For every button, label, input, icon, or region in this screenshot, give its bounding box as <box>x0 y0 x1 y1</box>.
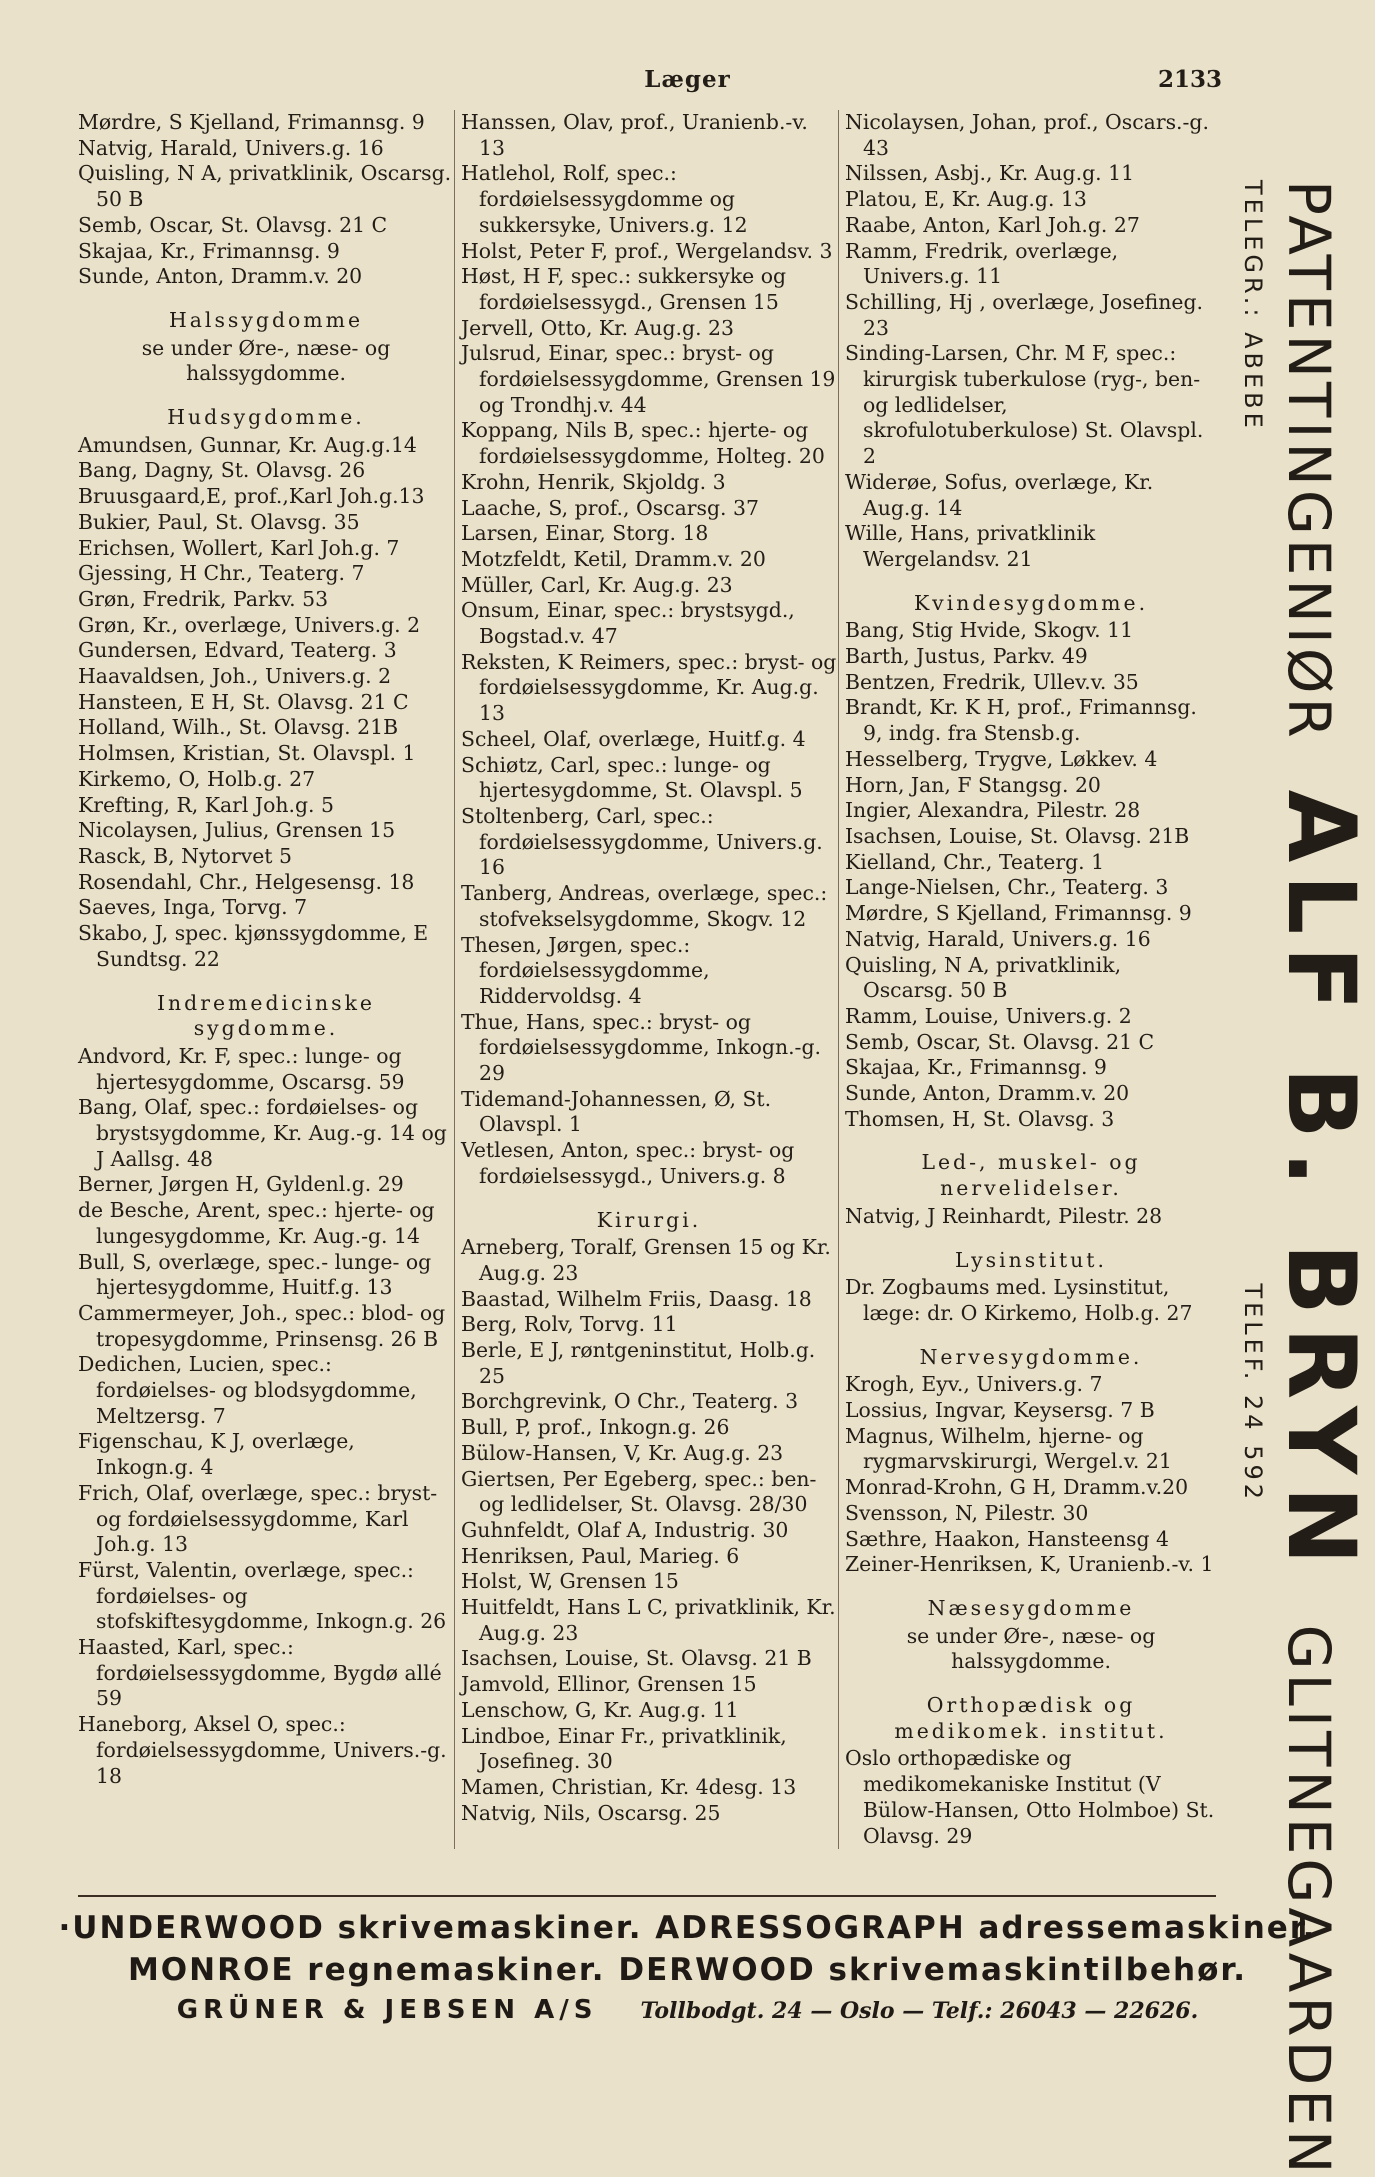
directory-entry: Horn, Jan, F Stangsg. 20 <box>845 772 1101 797</box>
column-divider <box>838 110 839 1849</box>
directory-entry: Høst, H F, spec.: sukkersyke og fordøielsessygd., Grensen 15 <box>461 264 787 314</box>
directory-entry: Saeves, Inga, Torvg. 7 <box>78 895 308 920</box>
directory-entry: Dedichen, Lucien, spec.: fordøielses- og blodsygdomme, Meltzersg. 7 <box>78 1352 417 1428</box>
directory-entry: Nicolaysen, Johan, prof., Oscars.-g. 43 <box>845 110 1209 160</box>
directory-entry: Holst, W, Grensen 15 <box>461 1569 679 1594</box>
directory-entry: Bang, Dagny, St. Olavsg. 26 <box>78 458 366 483</box>
directory-entry: Andvord, Kr. F, spec.: lunge- og hjertesygdomme, Oscarsg. 59 <box>78 1043 405 1094</box>
directory-entry: Semb, Oscar, St. Olavsg. 21 C <box>845 1029 1155 1054</box>
directory-entry: Sunde, Anton, Dramm.v. 20 <box>78 264 363 289</box>
directory-entry: Bull, P, prof., Inkogn.g. 26 <box>461 1415 730 1440</box>
directory-entry: Grøn, Fredrik, Parkv. 53 <box>78 586 329 611</box>
directory-entry: Bang, Stig Hvide, Skogv. 11 <box>845 618 1134 643</box>
section-heading: Led-, muskel- og nervelidelser. <box>921 1150 1141 1201</box>
directory-entry: Krohn, Henrik, Skjoldg. 3 <box>461 469 726 494</box>
directory-entry: Widerøe, Sofus, overlæge, Kr. Aug.g. 14 <box>845 469 1154 520</box>
directory-entry: Arneberg, Toralf, Grensen 15 og Kr. Aug.g. 23 <box>461 1235 831 1285</box>
page-number: 2133 <box>1158 66 1223 93</box>
directory-entry: Frich, Olaf, overlæge, spec.: bryst- og fordøielsessygdomme, Karl Joh.g. 13 <box>78 1480 438 1557</box>
section-heading: Næsesygdomme <box>927 1595 1135 1620</box>
directory-entry: Sunde, Anton, Dramm.v. 20 <box>845 1081 1130 1106</box>
directory-entry: Scheel, Olaf, overlæge, Huitf.g. 4 <box>461 726 806 751</box>
section-heading: Nervesygdomme. <box>919 1344 1143 1369</box>
directory-entry: Semb, Oscar, St. Olavsg. 21 C <box>78 212 388 237</box>
footer-rule <box>78 1895 1216 1897</box>
directory-entry: Lange-Nielsen, Chr., Teaterg. 3 <box>845 875 1169 900</box>
directory-entry: Reksten, K Reimers, spec.: bryst- og fordøielsessygdomme, Kr. Aug.g. 13 <box>461 649 837 726</box>
directory-entry: Guhnfeldt, Olaf A, Industrig. 30 <box>461 1517 789 1542</box>
directory-entry: Nicolaysen, Julius, Grensen 15 <box>78 818 396 843</box>
directory-entry: Holland, Wilh., St. Olavsg. 21B <box>78 715 399 740</box>
side-ad-telegraph: TELEGR.: ABEBE <box>1239 180 1267 432</box>
footer-ad-line-1: ·UNDERWOOD skrivemaskiner. ADRESSOGRAPH adressemaskiner. <box>58 1910 1317 1946</box>
section-heading: Hudsygdomme. <box>167 405 365 430</box>
directory-entry: Skajaa, Kr., Frimannsg. 9 <box>845 1055 1107 1080</box>
directory-entry: Rasck, B, Nytorvet 5 <box>78 843 292 868</box>
directory-entry: Oslo orthopædiske og medikomekaniske Institut (V Bülow-Hansen, Otto Holmboe) St. Olavsg. 29 <box>845 1746 1215 1848</box>
directory-entry: Schilling, Hj , overlæge, Josefineg. 23 <box>845 289 1204 340</box>
directory-entry: Henriksen, Paul, Marieg. 6 <box>461 1543 740 1568</box>
directory-entry: Julsrud, Einar, spec.: bryst- og fordøielsessygdomme, Grensen 19 og Trondhj.v. 44 <box>461 341 836 417</box>
section-heading: Kvindesygdomme. <box>913 590 1149 615</box>
directory-entry: Müller, Carl, Kr. Aug.g. 23 <box>461 572 733 597</box>
directory-entry: Baastad, Wilhelm Friis, Daasg. 18 <box>461 1286 812 1311</box>
directory-entry: Isachsen, Louise, St. Olavsg. 21B <box>845 823 1190 848</box>
directory-entry: Krefting, R, Karl Joh.g. 5 <box>78 792 334 817</box>
directory-entry: Bruusgaard,E, prof.,Karl Joh.g.13 <box>78 484 425 509</box>
section-heading: Kirurgi. <box>596 1207 702 1232</box>
directory-entry: Grøn, Kr., overlæge, Univers.g. 2 <box>78 612 421 637</box>
section-heading: Orthopædisk og medikomek. institut. <box>894 1693 1168 1743</box>
directory-entry: Mamen, Christian, Kr. 4desg. 13 <box>461 1775 797 1799</box>
directory-entry: Haasted, Karl, spec.: fordøielsessygdomme, Bygdø allé 59 <box>78 1635 442 1711</box>
directory-entry: Huitfeldt, Hans L C, privatklinik, Kr. Aug.g. 23 <box>461 1595 836 1645</box>
directory-entry: Ingier, Alexandra, Pilestr. 28 <box>845 798 1141 823</box>
directory-entry: Mørdre, S Kjelland, Frimannsg. 9 <box>845 901 1192 926</box>
column-1 <box>78 110 454 1789</box>
directory-entry: Berle, E J, røntgeninstitut, Holb.g. 25 <box>461 1338 816 1388</box>
directory-entry: Bang, Olaf, spec.: fordøielses- og brystsygdomme, Kr. Aug.-g. 14 og J Aallsg. 48 <box>78 1095 447 1171</box>
directory-entry: Gjessing, H Chr., Teaterg. 7 <box>78 561 365 586</box>
side-ad-building: GLITNEGAARDEN <box>1275 1624 1343 2177</box>
directory-entry: Haneborg, Aksel O, spec.: fordøielsessygdomme, Univers.-g. 18 <box>78 1712 447 1788</box>
directory-entry: Hanssen, Olav, prof., Uranienb.-v. 13 <box>461 110 808 160</box>
directory-entry: Monrad-Krohn, G H, Dramm.v.20 <box>845 1475 1189 1500</box>
directory-entry: Magnus, Wilhelm, hjerne- og rygmarvskirurgi, Wergel.v. 21 <box>845 1423 1172 1474</box>
directory-entry: Thue, Hans, spec.: bryst- og fordøielsessygdomme, Inkogn.-g. 29 <box>461 1009 821 1086</box>
directory-entry: Quisling, N A, privatklinik, Oscarsg. 50 B <box>78 161 452 212</box>
directory-entry: Ramm, Fredrik, overlæge, Univers.g. 11 <box>845 238 1119 289</box>
directory-entry: Hesselberg, Trygve, Løkkev. 4 <box>845 746 1158 771</box>
column-3 <box>845 110 1217 1849</box>
directory-entry: Figenschau, K J, overlæge, Inkogn.g. 4 <box>78 1429 355 1480</box>
directory-entry: Ramm, Louise, Univers.g. 2 <box>845 1003 1132 1028</box>
directory-entry: Platou, E, Kr. Aug.g. 13 <box>845 187 1087 212</box>
directory-entry: Gundersen, Edvard, Teaterg. 3 <box>78 638 397 663</box>
directory-entry: Borchgrevink, O Chr., Teaterg. 3 <box>461 1389 799 1414</box>
directory-entry: Hansteen, E H, St. Olavsg. 21 C <box>78 689 409 714</box>
page-title: Læger <box>644 66 731 93</box>
section-heading: Halssygdomme <box>168 307 364 332</box>
directory-entry: Natvig, Harald, Univers.g. 16 <box>78 135 384 160</box>
directory-entry: Wille, Hans, privatklinik Wergelandsv. 21 <box>845 521 1096 571</box>
directory-entry: Natvig, Nils, Oscarsg. 25 <box>461 1800 721 1825</box>
directory-entry: Thesen, Jørgen, spec.: fordøielsessygdomme, Riddervoldsg. 4 <box>461 932 710 1008</box>
directory-entry: Larsen, Einar, Storg. 18 <box>461 521 709 546</box>
directory-entry: Krogh, Eyv., Univers.g. 7 <box>845 1372 1103 1397</box>
directory-entry: Fürst, Valentin, overlæge, spec.: fordøielses- og stofskiftesygdomme, Inkogn.g. 26 <box>78 1557 447 1634</box>
directory-entry: Zeiner-Henriksen, K, Uranienb.-v. 1 <box>845 1552 1214 1577</box>
directory-entry: Holmsen, Kristian, St. Olavspl. 1 <box>78 741 416 766</box>
directory-entry: Brandt, Kr. K H, prof., Frimannsg. 9, indg. fra Stensb.g. <box>845 695 1197 746</box>
section-heading: Lysinstitut. <box>954 1247 1107 1272</box>
directory-entry: Bentzen, Fredrik, Ullev.v. 35 <box>845 669 1139 694</box>
directory-entry: Svensson, N, Pilestr. 30 <box>845 1500 1089 1525</box>
footer-ad-line-3 <box>0 1995 1375 2025</box>
directory-entry: Isachsen, Louise, St. Olavsg. 21 B <box>461 1646 812 1671</box>
directory-entry: Natvig, J Reinhardt, Pilestr. 28 <box>845 1203 1163 1228</box>
directory-entry: Bülow-Hansen, V, Kr. Aug.g. 23 <box>461 1440 784 1465</box>
directory-entry: Tidemand-Johannessen, Ø, St. Olavspl. 1 <box>461 1086 772 1137</box>
directory-entry: Schiøtz, Carl, spec.: lunge- og hjertesygdomme, St. Olavspl. 5 <box>461 752 803 803</box>
directory-entry: Amundsen, Gunnar, Kr. Aug.g.14 <box>78 432 417 457</box>
side-advertisement <box>1205 180 1375 2177</box>
directory-entry: Sæthre, Haakon, Hansteensg 4 <box>845 1526 1170 1551</box>
directory-entry: Skabo, J, spec. kjønssygdomme, E Sundtsg. 22 <box>78 921 429 971</box>
directory-entry: Cammermeyer, Joh., spec.: blod- og tropesygdomme, Prinsensg. 26 B <box>78 1300 446 1351</box>
directory-entry: Motzfeldt, Ketil, Dramm.v. 20 <box>461 546 766 571</box>
directory-entry: Kielland, Chr., Teaterg. 1 <box>845 849 1105 874</box>
side-ad-name: ALF B. BRYN <box>1266 789 1375 1577</box>
directory-entry: Giertsen, Per Egeberg, spec.: ben- og ledlidelser, St. Olavsg. 28/30 <box>461 1466 817 1517</box>
directory-entry: Dr. Zogbaums med. Lysinstitut, læge: dr. O Kirkemo, Holb.g. 27 <box>845 1275 1193 1325</box>
directory-entry: Bukier, Paul, St. Olavsg. 35 <box>78 509 360 534</box>
directory-entry: Laache, S, prof., Oscarsg. 37 <box>461 495 759 520</box>
directory-entry: Barth, Justus, Parkv. 49 <box>845 644 1088 669</box>
directory-entry: Lindboe, Einar Fr., privatklinik, Josefineg. 30 <box>461 1723 787 1774</box>
cross-reference-note: se under Øre-, næse- og halssygdomme. <box>141 335 391 386</box>
directory-entry: Quisling, N A, privatklinik, Oscarsg. 50 B <box>845 952 1122 1003</box>
directory-entry: Stoltenberg, Carl, spec.: fordøielsessygdomme, Univers.g. 16 <box>461 803 823 880</box>
side-ad-telephone: TELEF. 24 592 <box>1239 1283 1267 1503</box>
column-2 <box>461 110 837 1826</box>
directory-entry: Lossius, Ingvar, Keysersg. 7 B <box>845 1398 1155 1423</box>
directory-entry: Jamvold, Ellinor, Grensen 15 <box>461 1672 757 1697</box>
directory-entry: Nilssen, Asbj., Kr. Aug.g. 11 <box>845 161 1135 186</box>
directory-entry: Vetlesen, Anton, spec.: bryst- og fordøielsessygd., Univers.g. 8 <box>461 1138 795 1188</box>
directory-entry: Natvig, Harald, Univers.g. 16 <box>845 926 1151 951</box>
footer-firm: GRÜNER & JEBSEN A/S <box>176 1995 598 2025</box>
footer-address: Tollbodgt. 24 — Oslo — Telf.: 26043 — 22626. <box>640 1998 1199 2024</box>
side-ad-profession: PATENTINGENIØR <box>1275 180 1343 742</box>
directory-entry: Haavaldsen, Joh., Univers.g. 2 <box>78 664 392 689</box>
section-heading: Indremedicinske sygdomme. <box>157 990 375 1041</box>
directory-entry: Mørdre, S Kjelland, Frimannsg. 9 <box>78 110 425 134</box>
directory-entry: Holst, Peter F, prof., Wergelandsv. 3 <box>461 238 833 263</box>
directory-entry: Raabe, Anton, Karl Joh.g. 27 <box>845 212 1140 237</box>
footer-ad-line-2: MONROE regnemaskiner. DERWOOD skrivemaskintilbehør. <box>127 1952 1248 1988</box>
directory-entry: Hatlehol, Rolf, spec.: fordøielsessygdomme og sukkersyke, Univers.g. 12 <box>461 161 748 237</box>
directory-entry: Onsum, Einar, spec.: brystsygd., Bogstad.v. 47 <box>461 598 795 649</box>
directory-entry: Koppang, Nils B, spec.: hjerte- og fordøielsessygdomme, Holteg. 20 <box>461 418 825 469</box>
directory-entry: Sinding-Larsen, Chr. M F, spec.: kirurgisk tuberkulose (ryg-, ben- og ledlidelser, skrofulotuberkulose) St. Olavspl. 2 <box>845 341 1204 469</box>
directory-entry: Berg, Rolv, Torvg. 11 <box>461 1312 678 1337</box>
directory-entry: Jervell, Otto, Kr. Aug.g. 23 <box>461 315 734 340</box>
directory-entry: de Besche, Arent, spec.: hjerte- og lungesygdomme, Kr. Aug.-g. 14 <box>78 1198 435 1248</box>
directory-entry: Rosendahl, Chr., Helgesensg. 18 <box>78 869 415 894</box>
directory-entry: Berner, Jørgen H, Gyldenl.g. 29 <box>78 1172 404 1197</box>
column-divider <box>454 110 455 1849</box>
directory-entry: Erichsen, Wollert, Karl Joh.g. 7 <box>78 535 400 560</box>
cross-reference-note: se under Øre-, næse- og halssygdomme. <box>906 1623 1156 1674</box>
directory-entry: Skajaa, Kr., Frimannsg. 9 <box>78 238 340 263</box>
directory-entry: Kirkemo, O, Holb.g. 27 <box>78 766 316 791</box>
directory-entry: Tanberg, Andreas, overlæge, spec.: stofvekselsygdomme, Skogv. 12 <box>461 881 828 931</box>
directory-entry: Thomsen, H, St. Olavsg. 3 <box>845 1106 1115 1131</box>
directory-entry: Bull, S, overlæge, spec.- lunge- og hjertesygdomme, Huitf.g. 13 <box>78 1249 432 1300</box>
directory-entry: Lenschow, G, Kr. Aug.g. 11 <box>461 1697 739 1722</box>
